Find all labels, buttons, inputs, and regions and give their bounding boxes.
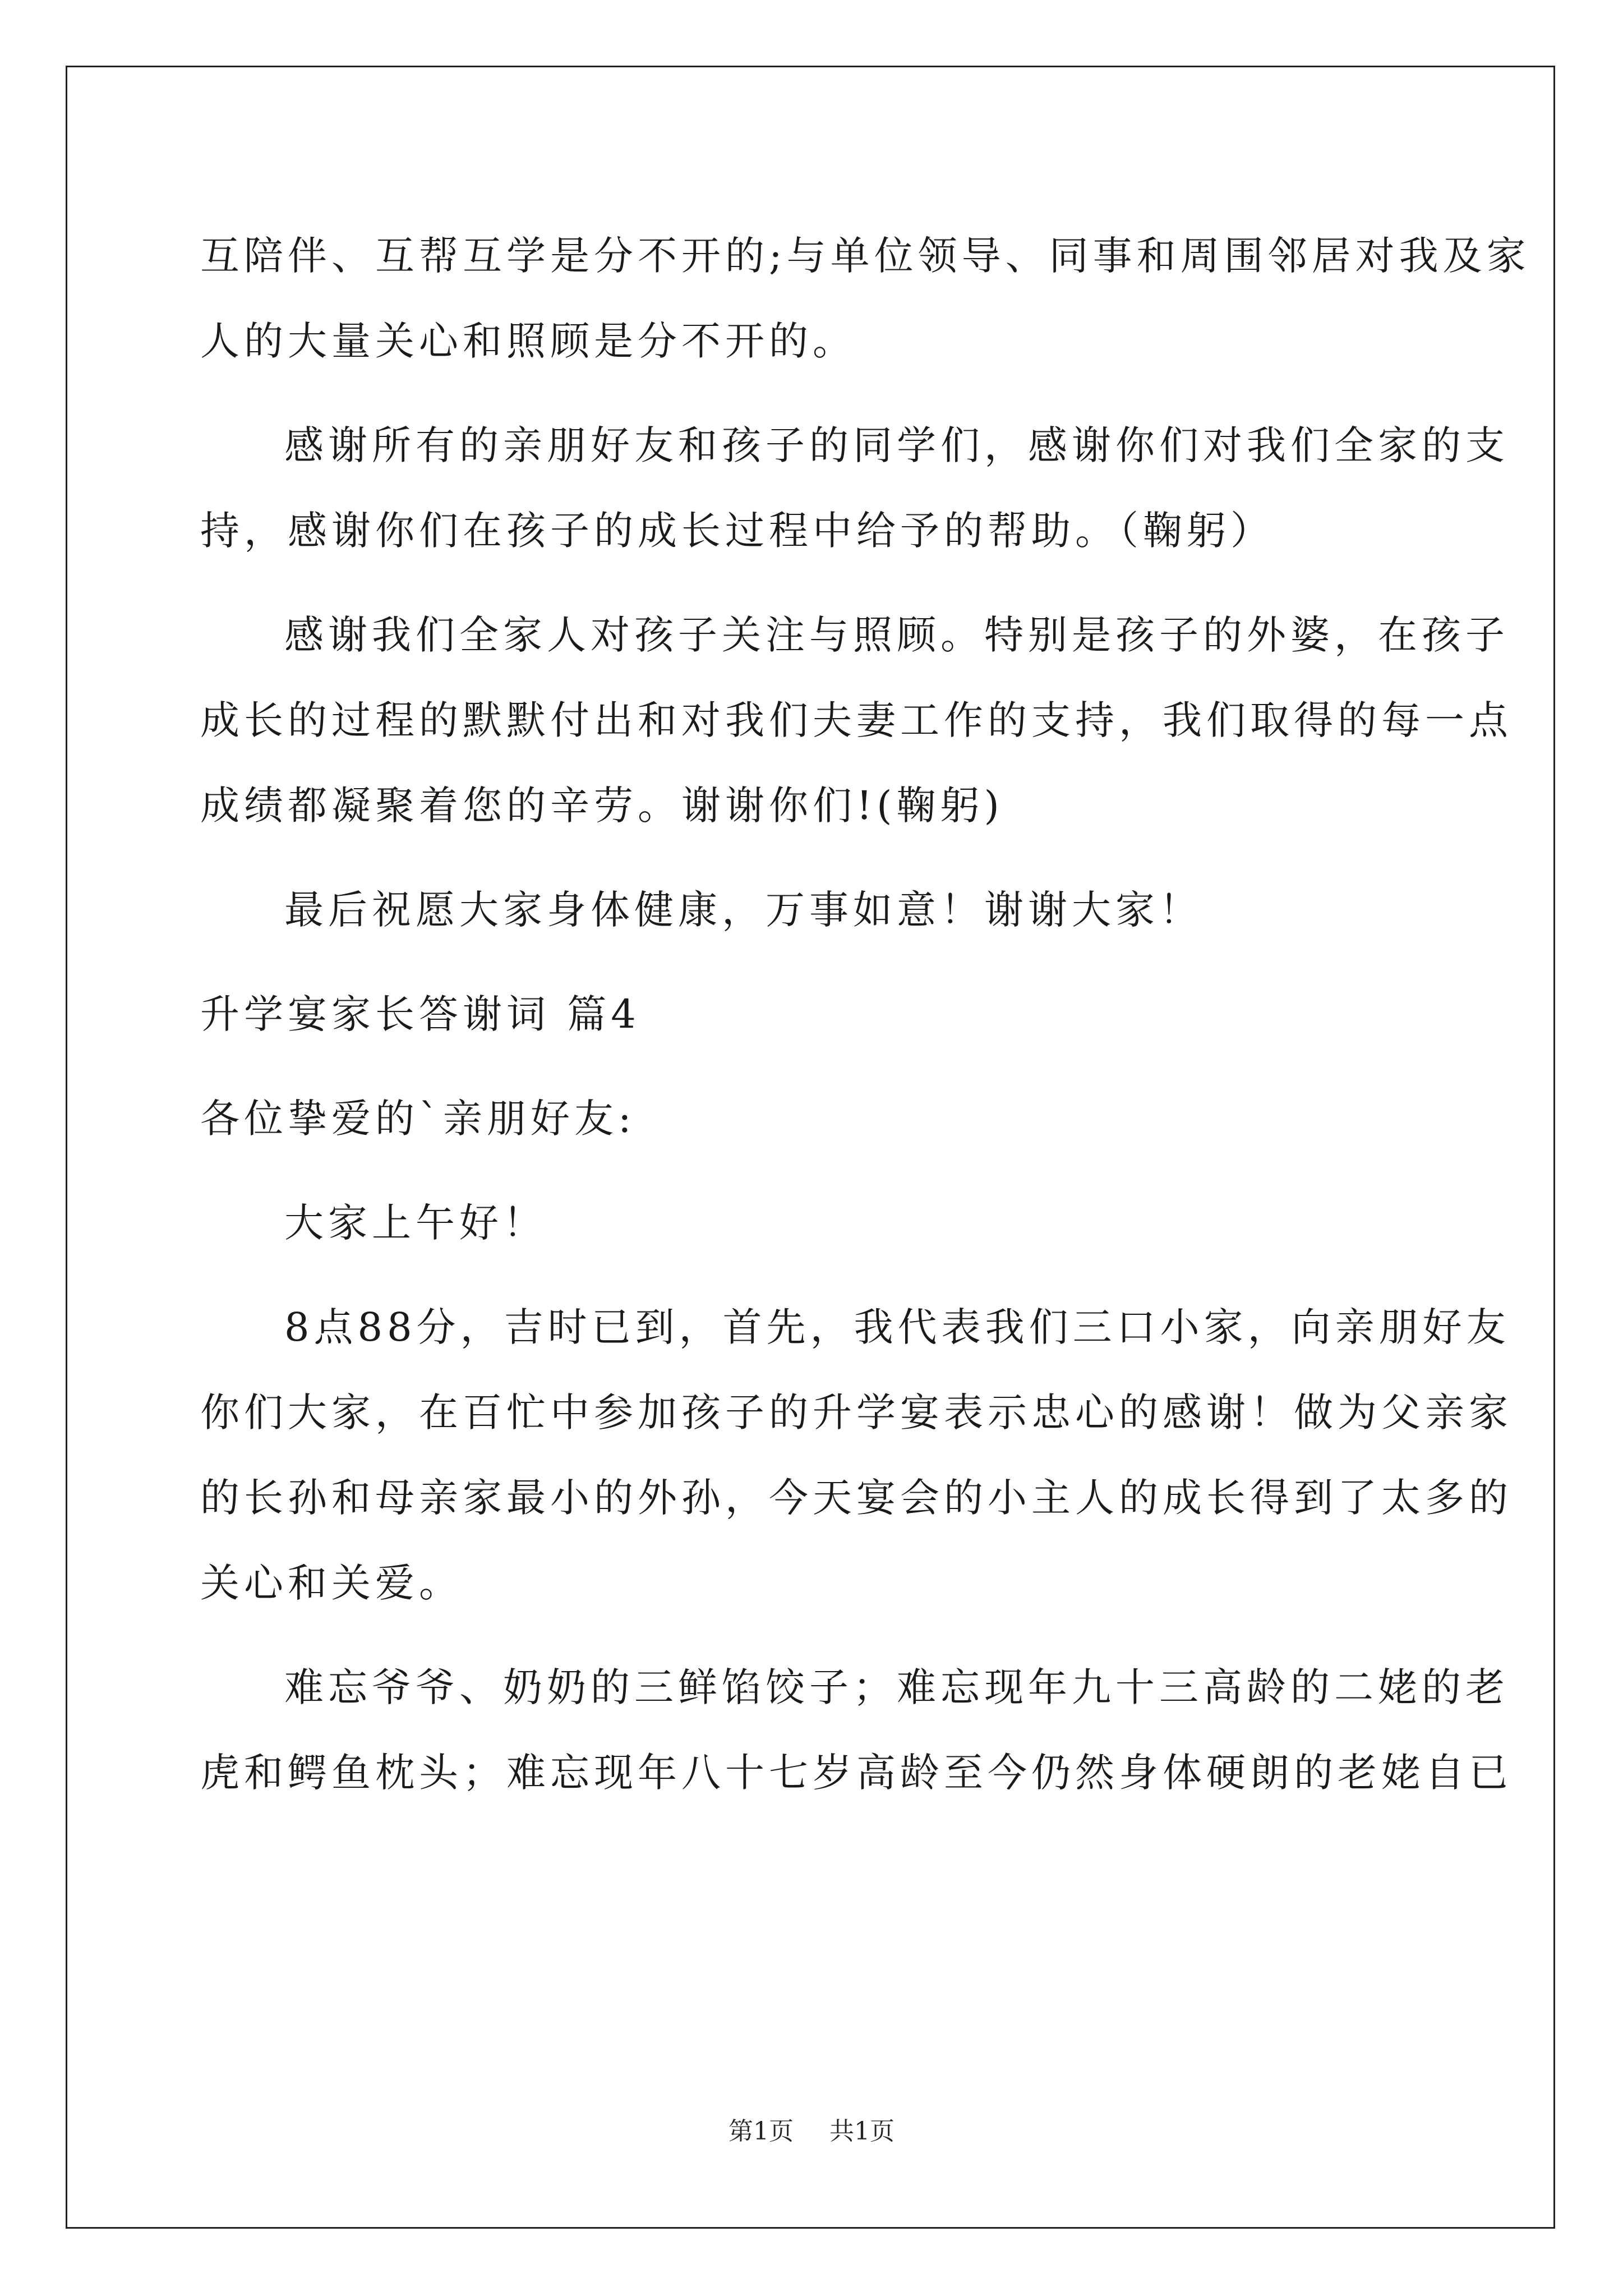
text-line: 关心和关爱。 [200, 1560, 463, 1606]
page-total: 共1页 [829, 2117, 895, 2146]
document-body [200, 213, 1530, 1815]
text-line: 升学宴家长答谢词 篇4 [200, 991, 640, 1037]
text-line: 难忘爷爷、奶奶的三鲜馅饺子；难忘现年九十三高龄的二姥的老 [284, 1664, 1509, 1710]
text-line: 各位挚爱的`亲朋好友: [200, 1096, 636, 1142]
text-line: 人的大量关心和照顾是分不开的。 [200, 318, 856, 364]
text-line: 成绩都凝聚着您的辛劳。谢谢你们!(鞠躬) [200, 783, 1004, 829]
text-line: 成长的过程的默默付出和对我们夫妻工作的支持，我们取得的每一点 [200, 697, 1513, 743]
text-line: 互陪伴、互帮互学是分不开的;与单位领导、同事和周围邻居对我及家 [200, 233, 1530, 279]
text-line: 持，感谢你们在孩子的成长过程中给予的帮助。（鞠躬） [200, 508, 1274, 554]
text-line: 感谢所有的亲朋好友和孩子的同学们，感谢你们对我们全家的支 [284, 422, 1509, 468]
text-line: 8点88分，吉时已到，首先，我代表我们三口小家，向亲朋好友 [284, 1304, 1510, 1350]
text-line: 虎和鳄鱼枕头；难忘现年八十七岁高龄至今仍然身体硬朗的老姥自已 [200, 1750, 1513, 1796]
page-number: 第1页 [728, 2117, 794, 2146]
text-line: 你们大家，在百忙中参加孩子的升学宴表示忠心的感谢！做为父亲家 [200, 1389, 1513, 1435]
text-line: 大家上午好！ [284, 1200, 547, 1246]
text-line: 感谢我们全家人对孩子关注与照顾。特别是孩子的外婆，在孩子 [284, 612, 1509, 658]
text-line: 的长孙和母亲家最小的外孙，今天宴会的小主人的成长得到了太多的 [200, 1475, 1513, 1521]
page-footer [0, 2115, 1623, 2148]
text-line: 最后祝愿大家身体健康，万事如意！谢谢大家！ [284, 887, 1203, 933]
